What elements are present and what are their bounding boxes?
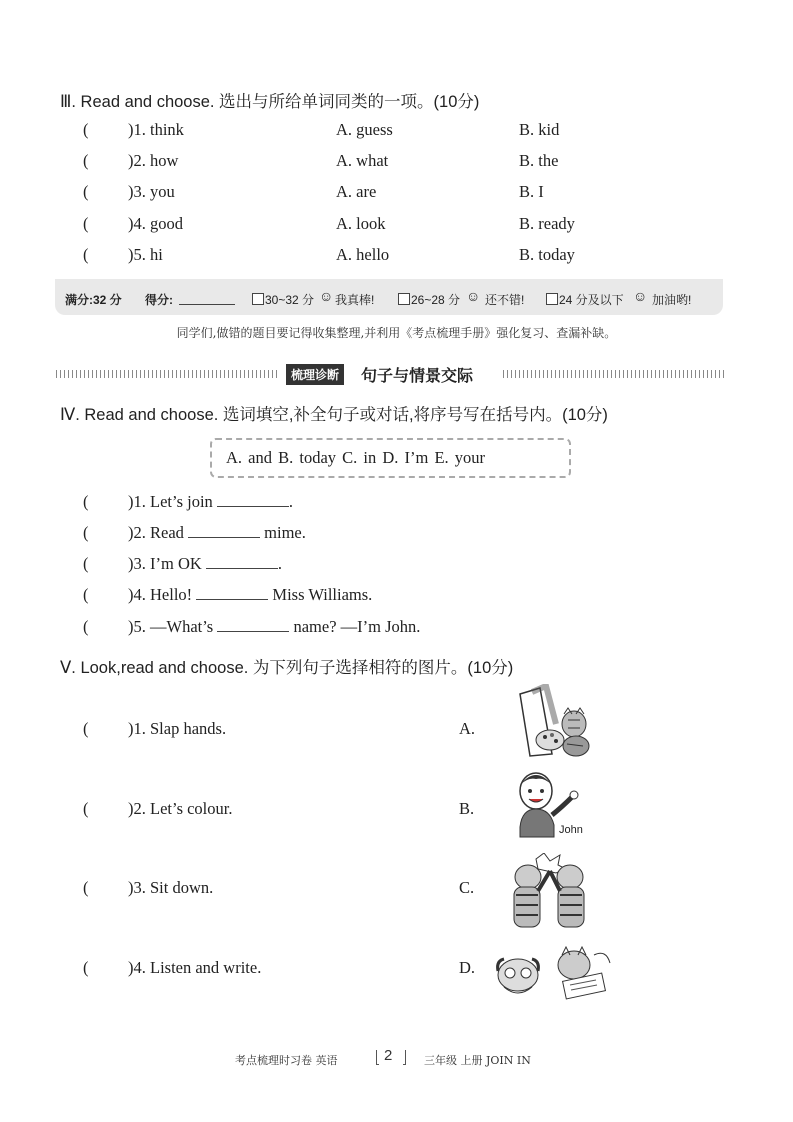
sentence bbox=[128, 523, 306, 543]
sentence-end: . bbox=[277, 554, 283, 573]
cheer-icon: ☺ bbox=[633, 288, 648, 304]
fill-blank[interactable] bbox=[188, 523, 260, 538]
option-b: B. I bbox=[519, 182, 544, 201]
section-5-heading: Ⅴ. Look,read and choose. 为下列句子选择相符的图片。(10分) bbox=[60, 659, 514, 677]
footer-grade: 三年级 上册 JOIN IN bbox=[424, 1054, 531, 1067]
sentence-end: . bbox=[288, 492, 294, 511]
sentence-end: name? —I’m John. bbox=[293, 617, 421, 636]
thumbs-up-icon: ☺ bbox=[319, 288, 334, 304]
question-word: )2. how bbox=[128, 151, 179, 170]
sentence bbox=[128, 617, 420, 637]
answer-paren[interactable]: ( bbox=[83, 554, 89, 573]
score-option-2[interactable] bbox=[398, 291, 460, 308]
answer-paren[interactable]: ( bbox=[83, 182, 89, 201]
option-a: A. look bbox=[336, 214, 386, 233]
sentence: )1. Slap hands. bbox=[128, 719, 227, 738]
john-label: John bbox=[559, 824, 583, 836]
fill-blank[interactable] bbox=[196, 585, 268, 600]
score-label: 得分: bbox=[145, 293, 173, 307]
picture-listen-write bbox=[494, 943, 616, 1003]
score-comment-1: 我真棒! bbox=[335, 293, 375, 307]
score-option-1[interactable] bbox=[252, 291, 314, 308]
score-range-1: 30~32 分 bbox=[265, 293, 315, 307]
footer-title: 考点梳理时习卷 英语 bbox=[235, 1054, 338, 1067]
score-range-2: 26~28 分 bbox=[411, 293, 461, 307]
picture-slap-hands bbox=[508, 853, 590, 929]
fill-blank[interactable] bbox=[217, 617, 289, 632]
option-b: B. today bbox=[519, 245, 575, 264]
sentence bbox=[128, 492, 293, 512]
picture-letter: B. bbox=[459, 799, 475, 818]
answer-paren[interactable]: ( bbox=[83, 617, 89, 636]
question-word: )1. think bbox=[128, 120, 184, 139]
answer-paren[interactable]: ( bbox=[83, 214, 89, 233]
answer-paren[interactable]: ( bbox=[83, 245, 89, 264]
sentence-start: )2. Read bbox=[128, 523, 184, 542]
answer-paren[interactable]: ( bbox=[83, 523, 89, 542]
word-bank-text: A. and B. today C. in D. I’m E. your bbox=[226, 448, 486, 467]
picture-colouring bbox=[512, 684, 590, 758]
question-word: )3. you bbox=[128, 182, 175, 201]
fill-blank[interactable] bbox=[206, 554, 278, 569]
picture-letter: C. bbox=[459, 878, 475, 897]
page-number: 2 bbox=[384, 1047, 393, 1064]
question-word: )4. good bbox=[128, 214, 183, 233]
answer-paren[interactable]: ( bbox=[83, 585, 89, 604]
option-a: A. are bbox=[336, 182, 377, 201]
page-bracket-right bbox=[403, 1050, 406, 1065]
sentence: )4. Listen and write. bbox=[128, 958, 262, 977]
option-a: A. what bbox=[336, 151, 389, 170]
section-tag: 梳理诊断 bbox=[286, 364, 344, 385]
sentence-start: )5. —What’s bbox=[128, 617, 214, 636]
score-option-3[interactable] bbox=[546, 291, 624, 308]
score-comment-3: 加油哟! bbox=[652, 293, 692, 307]
option-b: B. ready bbox=[519, 214, 575, 233]
fill-blank[interactable] bbox=[217, 492, 289, 507]
section-title: 句子与情景交际 bbox=[361, 366, 474, 385]
checkbox-icon[interactable] bbox=[546, 293, 558, 305]
checkbox-icon[interactable] bbox=[252, 293, 264, 305]
option-a: A. hello bbox=[336, 245, 390, 264]
answer-paren[interactable]: ( bbox=[83, 719, 89, 738]
page-bracket-left bbox=[376, 1050, 379, 1065]
option-b: B. the bbox=[519, 151, 559, 170]
sentence bbox=[128, 554, 282, 574]
score-input[interactable] bbox=[179, 291, 235, 305]
word-bank bbox=[210, 438, 571, 478]
score-comment-2: 还不错! bbox=[485, 293, 525, 307]
checkbox-icon[interactable] bbox=[398, 293, 410, 305]
answer-paren[interactable]: ( bbox=[83, 878, 89, 897]
sentence-start: )4. Hello! bbox=[128, 585, 193, 604]
score-range-3: 24 分及以下 bbox=[559, 293, 624, 307]
picture-letter: D. bbox=[459, 958, 476, 977]
option-b: B. kid bbox=[519, 120, 560, 139]
answer-paren[interactable]: ( bbox=[83, 799, 89, 818]
sentence-start: )3. I’m OK bbox=[128, 554, 202, 573]
sentence: )3. Sit down. bbox=[128, 878, 214, 897]
review-note: 同学们,做错的题目要记得收集整理,并利用《考点梳理手册》强化复习、查漏补缺。 bbox=[176, 326, 617, 340]
answer-paren[interactable]: ( bbox=[83, 958, 89, 977]
option-a: A. guess bbox=[336, 120, 393, 139]
section-4-heading: Ⅳ. Read and choose. 选词填空,补全句子或对话,将序号写在括号内。(10分) bbox=[60, 406, 608, 424]
divider bbox=[503, 370, 724, 378]
answer-paren[interactable]: ( bbox=[83, 151, 89, 170]
sentence-end: mime. bbox=[264, 523, 306, 542]
divider bbox=[56, 370, 280, 378]
sentence: )2. Let’s colour. bbox=[128, 799, 233, 818]
sentence-end: Miss Williams. bbox=[272, 585, 373, 604]
section-3-heading: Ⅲ. Read and choose. 选出与所给单词同类的一项。(10分) bbox=[60, 93, 480, 111]
full-score: 满分:32 分 bbox=[65, 293, 122, 307]
score-bar bbox=[55, 279, 723, 315]
answer-paren[interactable]: ( bbox=[83, 492, 89, 511]
answer-paren[interactable]: ( bbox=[83, 120, 89, 139]
smile-icon: ☺ bbox=[466, 288, 481, 304]
sentence bbox=[128, 585, 372, 605]
picture-letter: A. bbox=[459, 719, 476, 738]
sentence-start: )1. Let’s join bbox=[128, 492, 213, 511]
question-word: )5. hi bbox=[128, 245, 163, 264]
